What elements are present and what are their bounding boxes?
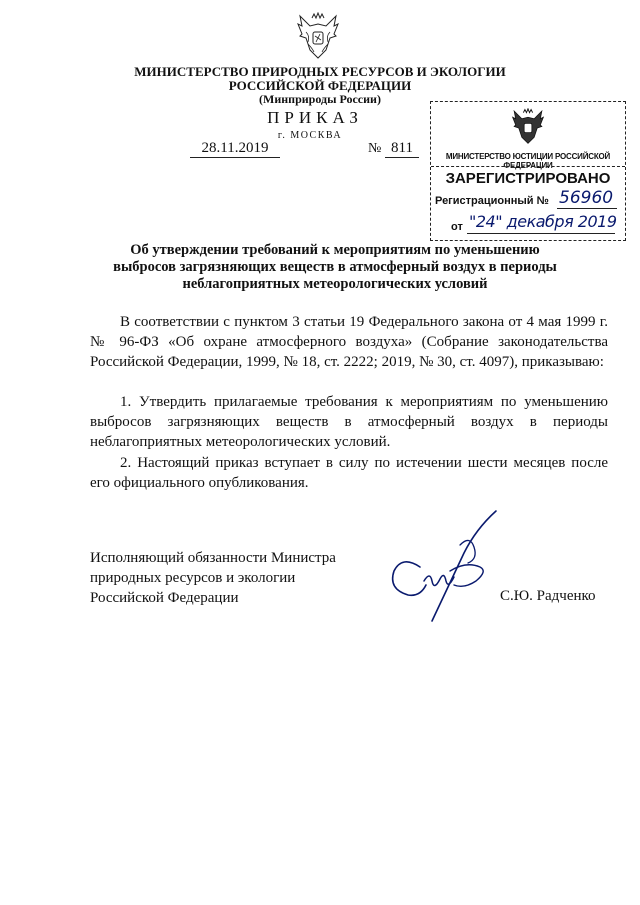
position-line2: природных ресурсов и экологии	[90, 570, 296, 586]
russian-coat-of-arms-icon	[511, 108, 545, 148]
position-line3: Российской Федерации	[90, 590, 239, 606]
registration-stamp	[430, 101, 626, 241]
stamp-registration-number: 56960	[559, 188, 614, 208]
stamp-status: ЗАРЕГИСТРИРОВАНО	[445, 170, 611, 187]
handwritten-signature	[380, 505, 510, 630]
item-1-paragraph: 1. Утвердить прилагаемые требования к мероприятиям по уменьшению выбросов загрязняющих веществ в атмосферный воздух в периоды неблагоприятных метеорологических условий.	[90, 394, 608, 450]
order-date: 28.11.2019	[190, 140, 280, 158]
preamble-paragraph: В соответствии с пунктом 3 статьи 19 Федерального закона от 4 мая 1999 г. № 96-ФЗ «Об охране атмосферного воздуха» (Собрание законодательства Российской Федерации, 1999, № 18, ст. 2222; 2019, № 30, ст. 4097), приказываю:	[90, 314, 608, 370]
stamp-organization: МИНИСТЕРСТВО ЮСТИЦИИ РОССИЙСКОЙ ФЕДЕРАЦИИ	[445, 152, 611, 170]
russian-coat-of-arms-icon	[296, 12, 340, 64]
stamp-date-handwritten: "24" декабря 2019	[469, 212, 617, 231]
stamp-registration-label: Регистрационный №	[435, 195, 549, 207]
stamp-date-underline	[467, 233, 615, 234]
ministry-name-line2: РОССИЙСКОЙ ФЕДЕРАЦИИ	[228, 78, 412, 93]
ministry-name-line1: МИНИСТЕРСТВО ПРИРОДНЫХ РЕСУРСОВ И ЭКОЛОГИИ	[134, 64, 506, 79]
subject-line1: Об утверждении требований к мероприятиям по уменьшению	[130, 242, 540, 258]
subject-line2: выбросов загрязняющих веществ в атмосферный воздух в периоды	[113, 259, 557, 275]
stamp-divider	[431, 166, 625, 167]
signer-name: С.Ю. Радченко	[500, 588, 596, 604]
stamp-number-underline	[557, 208, 617, 209]
city: г. МОСКВА	[277, 130, 343, 141]
document-type-title: ПРИКАЗ	[267, 108, 363, 127]
position-line1: Исполняющий обязанности Министра	[90, 550, 336, 566]
order-number-label: №	[368, 141, 382, 156]
document-subject	[90, 242, 580, 293]
stamp-date-label: от	[451, 221, 463, 233]
subject-line3: неблагоприятных метеорологических условий	[182, 276, 488, 292]
order-number: 811	[385, 140, 419, 158]
signatory-position	[90, 548, 370, 608]
ministry-short-name: (Минприроды России)	[259, 92, 381, 106]
item-2-paragraph: 2. Настоящий приказ вступает в силу по истечении шести месяцев после его официального опубликования.	[90, 455, 608, 491]
